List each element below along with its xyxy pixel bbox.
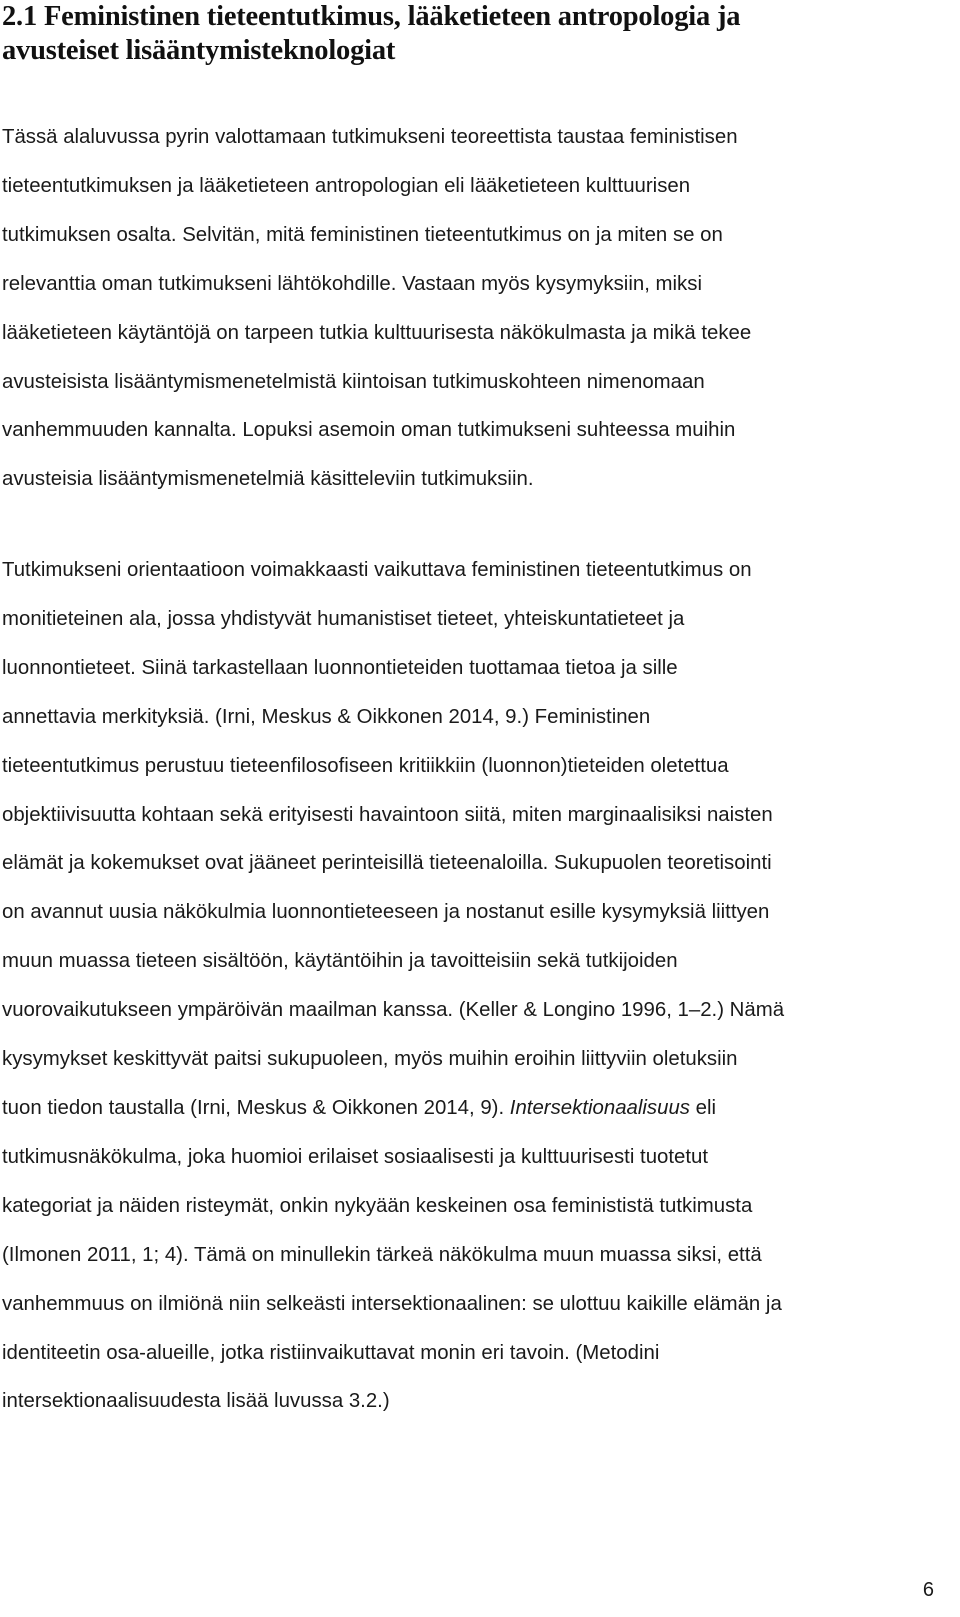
- text-line: tieteentutkimus perustuu tieteenfilosofiseen kritiikkiin (luonnon)tieteiden oletettua: [2, 754, 729, 777]
- text-fragment: tuon tiedon taustalla (Irni, Meskus & Oikkonen 2014, 9).: [2, 1096, 510, 1119]
- paragraph-1: [2, 113, 947, 504]
- text-line: annettavia merkityksiä. (Irni, Meskus & Oikkonen 2014, 9.) Feministinen: [2, 705, 651, 728]
- text-line: intersektionaalisuudesta lisää luvussa 3.2.): [2, 1390, 390, 1413]
- text-line: muun muassa tieteen sisältöön, käytäntöihin ja tavoitteisiin sekä tutkijoiden: [2, 950, 678, 973]
- text-line: vuorovaikutukseen ympäröivän maailman kanssa. (Keller & Longino 1996, 1–2.) Nämä: [2, 999, 785, 1022]
- text-line: lääketieteen käytäntöjä on tarpeen tutkia kulttuurisesta näkökulmasta ja mikä tekee: [2, 321, 752, 344]
- italic-term: Intersektionaalisuus: [509, 1096, 691, 1119]
- text-line: avusteisia lisääntymismenetelmiä käsitteleviin tutkimuksiin.: [2, 468, 534, 491]
- text-line: relevanttia oman tutkimukseni lähtökohdille. Vastaan myös kysymyksiin, miksi: [2, 272, 702, 295]
- text-line: luonnontieteet. Siinä tarkastellaan luonnontieteiden tuottamaa tietoa ja sille: [2, 656, 678, 679]
- page-number: 6: [922, 1579, 934, 1601]
- section-heading-line: 2.1 Feministinen tieteentutkimus, lääketieteen antropologia ja: [2, 1, 741, 32]
- text-line: Tässä alaluvussa pyrin valottamaan tutkimukseni teoreettista taustaa feministisen: [2, 126, 738, 148]
- text-line: tutkimusnäkökulma, joka huomioi erilaiset sosiaalisesti ja kulttuurisesti tuotetut: [2, 1145, 709, 1168]
- text-line: monitieteinen ala, jossa yhdistyvät humanistiset tieteet, yhteiskuntatieteet ja: [2, 607, 685, 630]
- paragraph-2: [2, 546, 947, 1426]
- text-line: avusteisista lisääntymismenetelmistä kiintoisan tutkimuskohteen nimenomaan: [2, 370, 705, 393]
- text-line: identiteetin osa-alueille, jotka ristiinvaikuttavat monin eri tavoin. (Metodini: [2, 1341, 660, 1364]
- text-line-with-italic-term: [2, 1084, 947, 1133]
- text-fragment: eli: [690, 1096, 717, 1119]
- text-line: (Ilmonen 2011, 1; 4). Tämä on minullekin tärkeä näkökulma muun muassa siksi, että: [2, 1243, 762, 1266]
- text-line: tieteentutkimuksen ja lääketieteen antropologian eli lääketieteen kulttuurisen: [2, 174, 691, 197]
- text-line: on avannut uusia näkökulmia luonnontieteeseen ja nostanut esille kysymyksiä liittyen: [2, 901, 770, 924]
- text-line: kategoriat ja näiden risteymät, onkin nykyään keskeinen osa feminististä tutkimusta: [2, 1194, 753, 1217]
- text-line: elämät ja kokemukset ovat jääneet perinteisillä tieteenaloilla. Sukupuolen teoretisointi: [2, 852, 772, 875]
- text-line: objektiivisuutta kohtaan sekä erityisesti havaintoon siitä, miten marginaalisiksi naisten: [2, 803, 773, 826]
- text-line: Tutkimukseni orientaatioon voimakkaasti vaikuttava feministinen tieteentutkimus on: [2, 559, 752, 581]
- text-line: vanhemmuuden kannalta. Lopuksi asemoin oman tutkimukseni suhteessa muihin: [2, 419, 736, 442]
- text-line: kysymykset keskittyvät paitsi sukupuoleen, myös muihin eroihin liittyviin oletuksiin: [2, 1048, 738, 1071]
- section-heading: [2, 0, 942, 68]
- text-line: vanhemmuus on ilmiönä niin selkeästi intersektionaalinen: se ulottuu kaikille elämän ja: [2, 1292, 782, 1315]
- section-heading-line: avusteiset lisääntymisteknologiat: [2, 35, 396, 66]
- text-line: tutkimuksen osalta. Selvitän, mitä feministinen tieteentutkimus on ja miten se on: [2, 223, 723, 246]
